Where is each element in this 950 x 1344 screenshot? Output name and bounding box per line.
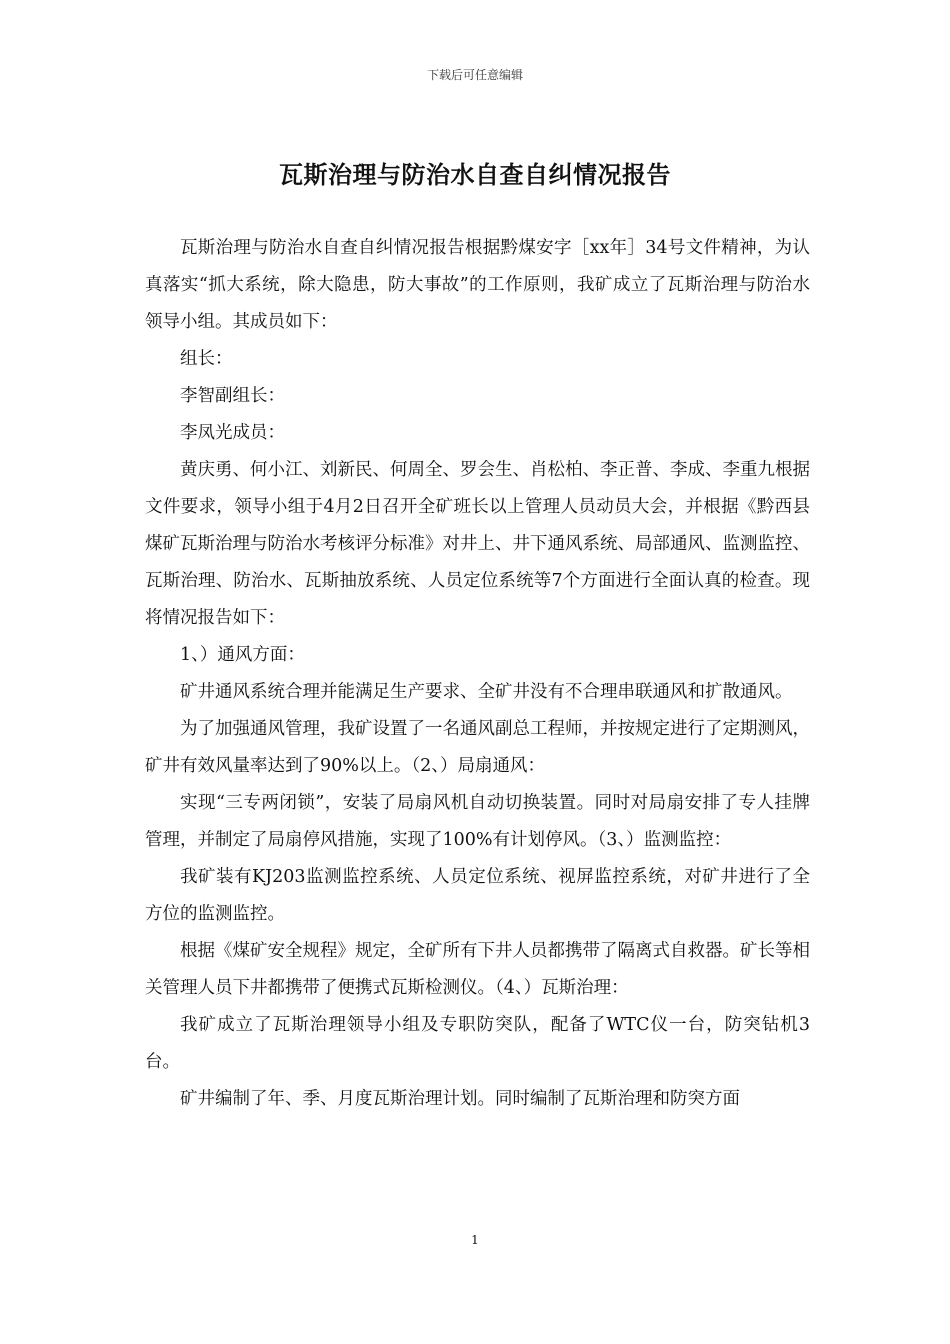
paragraph: 李凤光成员： <box>180 423 285 443</box>
paragraph: 根据《煤矿安全规程》规定，全矿所有下井人员都携带了隔离式自救器。矿长等相关管理人员下井都携带了便携式瓦斯检测仪。（4、）瓦斯治理： <box>145 941 810 998</box>
document-title: 瓦斯治理与防治水自查自纠情况报告 <box>279 160 671 189</box>
paragraph: 瓦斯治理与防治水自查自纠情况报告根据黔煤安字［xx年］34号文件精神，为认真落实“抓大系统，除大隐患，防大事故”的工作原则，我矿成立了瓦斯治理与防治水领导小组。其成员如下： <box>145 238 810 332</box>
paragraph: 实现“三专两闭锁”，安装了局扇风机自动切换装置。同时对局扇安排了专人挂牌管理，并制定了局扇停风措施，实现了100%有计划停风。（3、）监测监控： <box>145 793 810 850</box>
page-number: 1 <box>471 1233 479 1247</box>
paragraph: 我矿成立了瓦斯治理领导小组及专职防突队，配备了WTC仪一台，防突钻机3台。 <box>145 1015 810 1072</box>
paragraph: 组长： <box>180 349 233 369</box>
paragraph: 黄庆勇、何小江、刘新民、何周全、罗会生、肖松柏、李正普、李成、李重九根据文件要求，领导小组于4月2日召开全矿班长以上管理人员动员大会，并根据《黔西县煤矿瓦斯治理与防治水考核评分标准》对井上、井下通风系统、局部通风、监测监控、瓦斯治理、防治水、瓦斯抽放系统、人员定位系统等7个方面进行全面认真的检查。现将情况报告如下： <box>145 460 810 628</box>
paragraph: 我矿装有KJ203监测监控系统、人员定位系统、视屏监控系统，对矿井进行了全方位的监测监控。 <box>145 867 810 924</box>
paragraph: 矿井编制了年、季、月度瓦斯治理计划。同时编制了瓦斯治理和防突方面 <box>180 1089 740 1109</box>
paragraph: 矿井通风系统合理并能满足生产要求、全矿井没有不合理串联通风和扩散通风。 <box>180 682 793 702</box>
paragraph: 1、）通风方面： <box>180 645 305 665</box>
paragraph: 为了加强通风管理，我矿设置了一名通风副总工程师，并按规定进行了定期测风，矿井有效风量率达到了90%以上。（2、）局扇通风： <box>145 719 810 776</box>
header-note: 下载后可任意编辑 <box>426 68 523 82</box>
document-body <box>145 230 810 1118</box>
paragraph: 李智副组长： <box>180 386 285 406</box>
